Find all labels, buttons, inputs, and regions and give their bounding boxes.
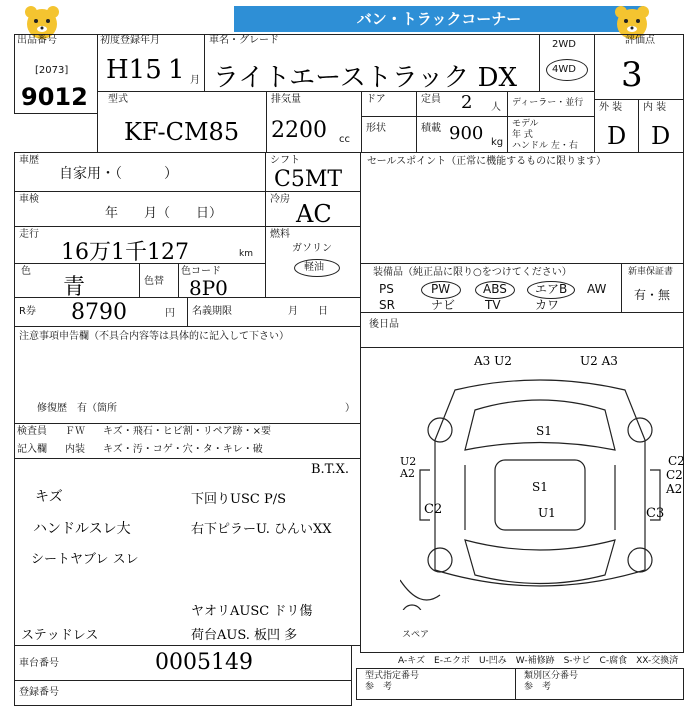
equip-circle-abs [475, 281, 515, 299]
ac-box [265, 191, 361, 227]
mark-u2a3: U2 A3 [580, 354, 618, 368]
notes-box [14, 326, 361, 424]
mark-u1: U1 [538, 506, 556, 520]
shape-label: 形状 [366, 123, 386, 134]
equip-aw: AW [587, 282, 607, 296]
mileage-box [14, 226, 266, 264]
sales-point-label: セールスポイント（正常に機能するものに限ります） [367, 156, 607, 167]
model-year-box [507, 116, 595, 153]
chassis-label: 車台番号 [19, 658, 59, 669]
rear-date-box [360, 312, 684, 348]
new-warranty-value: 有・無 [634, 288, 671, 302]
mileage-unit: km [239, 249, 253, 259]
model-box [97, 91, 267, 153]
handwritten-area [14, 458, 361, 646]
spare-tire-icon [402, 605, 422, 610]
score-box [594, 34, 684, 100]
note-left-1: キズ [35, 489, 63, 505]
exterior-value: D [607, 122, 627, 150]
exterior-label: 外 装 [599, 102, 623, 113]
inspection-value: 年 月（ 日） [105, 206, 223, 221]
capacity-box [416, 91, 508, 117]
capacity-label: 定員 [421, 94, 441, 105]
drive-4wd: 4WD [552, 64, 576, 75]
dealer-box [507, 91, 595, 117]
name-change-label: 名義期限 [192, 306, 232, 317]
recycle-unit: 円 [165, 308, 175, 319]
entry-interior: 内装 [65, 444, 85, 455]
model-value: KF-CM85 [124, 118, 240, 146]
lot-sub: [2073] [35, 65, 69, 76]
note-right-4: 荷台AUS. 板凹 多 [191, 628, 298, 643]
year-era: H15 [106, 55, 162, 85]
entry-label: 記入欄 [17, 444, 47, 455]
score-value: 3 [621, 55, 643, 95]
equipment-label: 装備品（純正品に限り○をつけてください） [373, 267, 572, 278]
dealer-label: ディーラー・並行 [512, 98, 584, 108]
equip-tv: TV [485, 298, 501, 312]
mark-a2-right: A2 [666, 482, 683, 496]
history-box [14, 152, 266, 192]
ac-label: 冷房 [270, 194, 290, 205]
model-year-label: モデル 年 式 [512, 119, 539, 140]
shift-value: C5MT [274, 167, 343, 192]
year-month: 1 [168, 55, 185, 85]
equip-abs: ABS [483, 282, 507, 296]
interior-box [638, 99, 684, 153]
load-label: 積載 [421, 123, 441, 134]
mileage-label: 走行 [19, 229, 39, 240]
new-warranty-label: 新車保証書 [628, 267, 674, 277]
interior-label: 内 装 [643, 102, 667, 113]
equipment-box [360, 263, 622, 313]
note-btx: B.T.X. [311, 462, 349, 477]
color-label: 色 [21, 266, 31, 277]
inspection-box [14, 191, 266, 227]
ac-value: AC [296, 200, 332, 228]
mark-u2a2: U2 A2 [400, 455, 417, 480]
capacity-value: 2 [461, 92, 473, 113]
name-change-box [187, 297, 361, 327]
equip-navi: ナビ [431, 298, 456, 312]
model-grade-label: 車名・グレード [209, 35, 279, 46]
note-right-1: 下回りUSC P/S [191, 492, 286, 507]
color-value: 青 [63, 275, 86, 300]
model-label: 型式 [108, 94, 128, 105]
reg-no-label: 登録番号 [19, 687, 59, 698]
name-change-value: 月 日 [288, 306, 328, 317]
interior-value: D [651, 122, 671, 150]
repair-close: ） [345, 403, 355, 414]
equip-circle-airbag [527, 281, 575, 299]
shift-label: シフト [270, 155, 300, 166]
lot-number: 9012 [21, 83, 88, 111]
history-label: 車歴 [19, 155, 39, 166]
year-box [97, 34, 205, 92]
fuel-gasoline: ガソリン [292, 243, 332, 254]
notes-label: 注意事項申告欄（不具合内容等は具体的に記入して下さい） [19, 331, 289, 342]
mark-s1-mid: S1 [532, 480, 548, 494]
handle-label: ハンドル 左・右 [512, 141, 578, 151]
recycle-box [14, 297, 188, 327]
note-right-3: ヤオリAUSC ドリ傷 [191, 604, 313, 619]
shape-box [361, 116, 417, 153]
mark-a3u2: A3 U2 [474, 354, 512, 368]
capacity-unit: 人 [491, 102, 501, 113]
equip-circle-pw [421, 281, 461, 299]
inspector-box [14, 423, 361, 459]
note-left-3: シートヤブレ スレ [31, 552, 139, 567]
drive-box [539, 34, 595, 92]
sales-point-box [360, 152, 684, 264]
spare-label: スペア [402, 630, 430, 640]
note-left-2: ハンドルスレ大 [33, 521, 131, 537]
color-change-label: 色替 [144, 276, 164, 287]
car-name: ライトエーストラック DX [213, 63, 517, 93]
score-label: 評価点 [625, 35, 655, 46]
new-warranty-box [621, 263, 684, 313]
lot-box [14, 34, 98, 114]
equip-leather: カワ [535, 298, 560, 312]
door-label: ドア [366, 94, 386, 105]
mark-c2-right: C2 [666, 468, 683, 482]
note-left-4: ステッドレス [21, 628, 99, 643]
exterior-box [594, 99, 639, 153]
equip-sr: SR [379, 298, 395, 312]
page-title: バン・トラックコーナー [234, 6, 644, 32]
history-value: 自家用・（ ） [59, 166, 178, 182]
recycle-value: 8790 [71, 300, 127, 325]
color-change-box [139, 263, 179, 298]
mark-c2-right-top: C2 [668, 454, 685, 468]
displacement-label: 排気量 [271, 94, 301, 105]
color-code-value: 8P0 [189, 276, 228, 300]
lot-label: 出品番号 [17, 35, 57, 46]
color-code-label: 色コード [181, 266, 221, 277]
inspector-fw: ＦＷ [65, 426, 85, 437]
load-box [416, 116, 508, 153]
model-ref-box [356, 668, 516, 700]
load-value: 900 [449, 123, 484, 144]
equip-ps: PS [379, 282, 394, 296]
rear-date-label: 後日品 [369, 319, 399, 330]
fuel-label: 燃料 [270, 229, 290, 240]
mark-c3: C3 [646, 506, 665, 521]
load-unit: kg [491, 137, 504, 148]
mark-s1-top: S1 [536, 424, 552, 438]
class-ref-box [515, 668, 684, 700]
color-box [14, 263, 140, 298]
drive-2wd: 2WD [552, 39, 576, 50]
inspector-label: 検査員 [17, 426, 47, 437]
equip-pw: PW [431, 282, 451, 296]
displacement-unit: cc [339, 134, 350, 145]
color-code-box [178, 263, 266, 298]
inspector-items: キズ・飛石・ヒビ割・リペア跡・×要 [103, 426, 271, 437]
shift-box [265, 152, 361, 192]
mileage-value: 16万1千127 [61, 240, 189, 265]
mark-c2-left: C2 [424, 502, 443, 517]
equip-airbag: エアB [535, 282, 568, 296]
class-ref-label: 類別区分番号 参 考 [524, 671, 579, 692]
year-label: 初度登録年月 [100, 35, 160, 46]
chassis-box [14, 645, 352, 681]
reg-no-box [14, 680, 352, 706]
chassis-value: 0005149 [155, 650, 253, 675]
inspection-label: 車検 [19, 194, 39, 205]
recycle-label: R券 [19, 306, 36, 317]
car-name-box [204, 34, 540, 92]
displacement-box [266, 91, 362, 153]
fuel-diesel: 軽油 [304, 262, 324, 273]
fuel-box [265, 226, 361, 298]
model-ref-label: 型式指定番号 参 考 [365, 671, 420, 692]
damage-legend: A-キズ E-エクボ U-凹み W-補修跡 S-サビ C-腐食 XX-交換済 [398, 656, 679, 666]
displacement-value: 2200 [271, 118, 327, 143]
note-right-2: 右下ピラーU. ひんいXX [191, 522, 332, 537]
door-box [361, 91, 417, 117]
entry-items: キズ・汚・コゲ・穴・タ・キレ・破 [103, 444, 263, 455]
repair-label: 修復歴 有（箇所 [37, 403, 117, 414]
year-month-unit: 月 [190, 75, 200, 86]
